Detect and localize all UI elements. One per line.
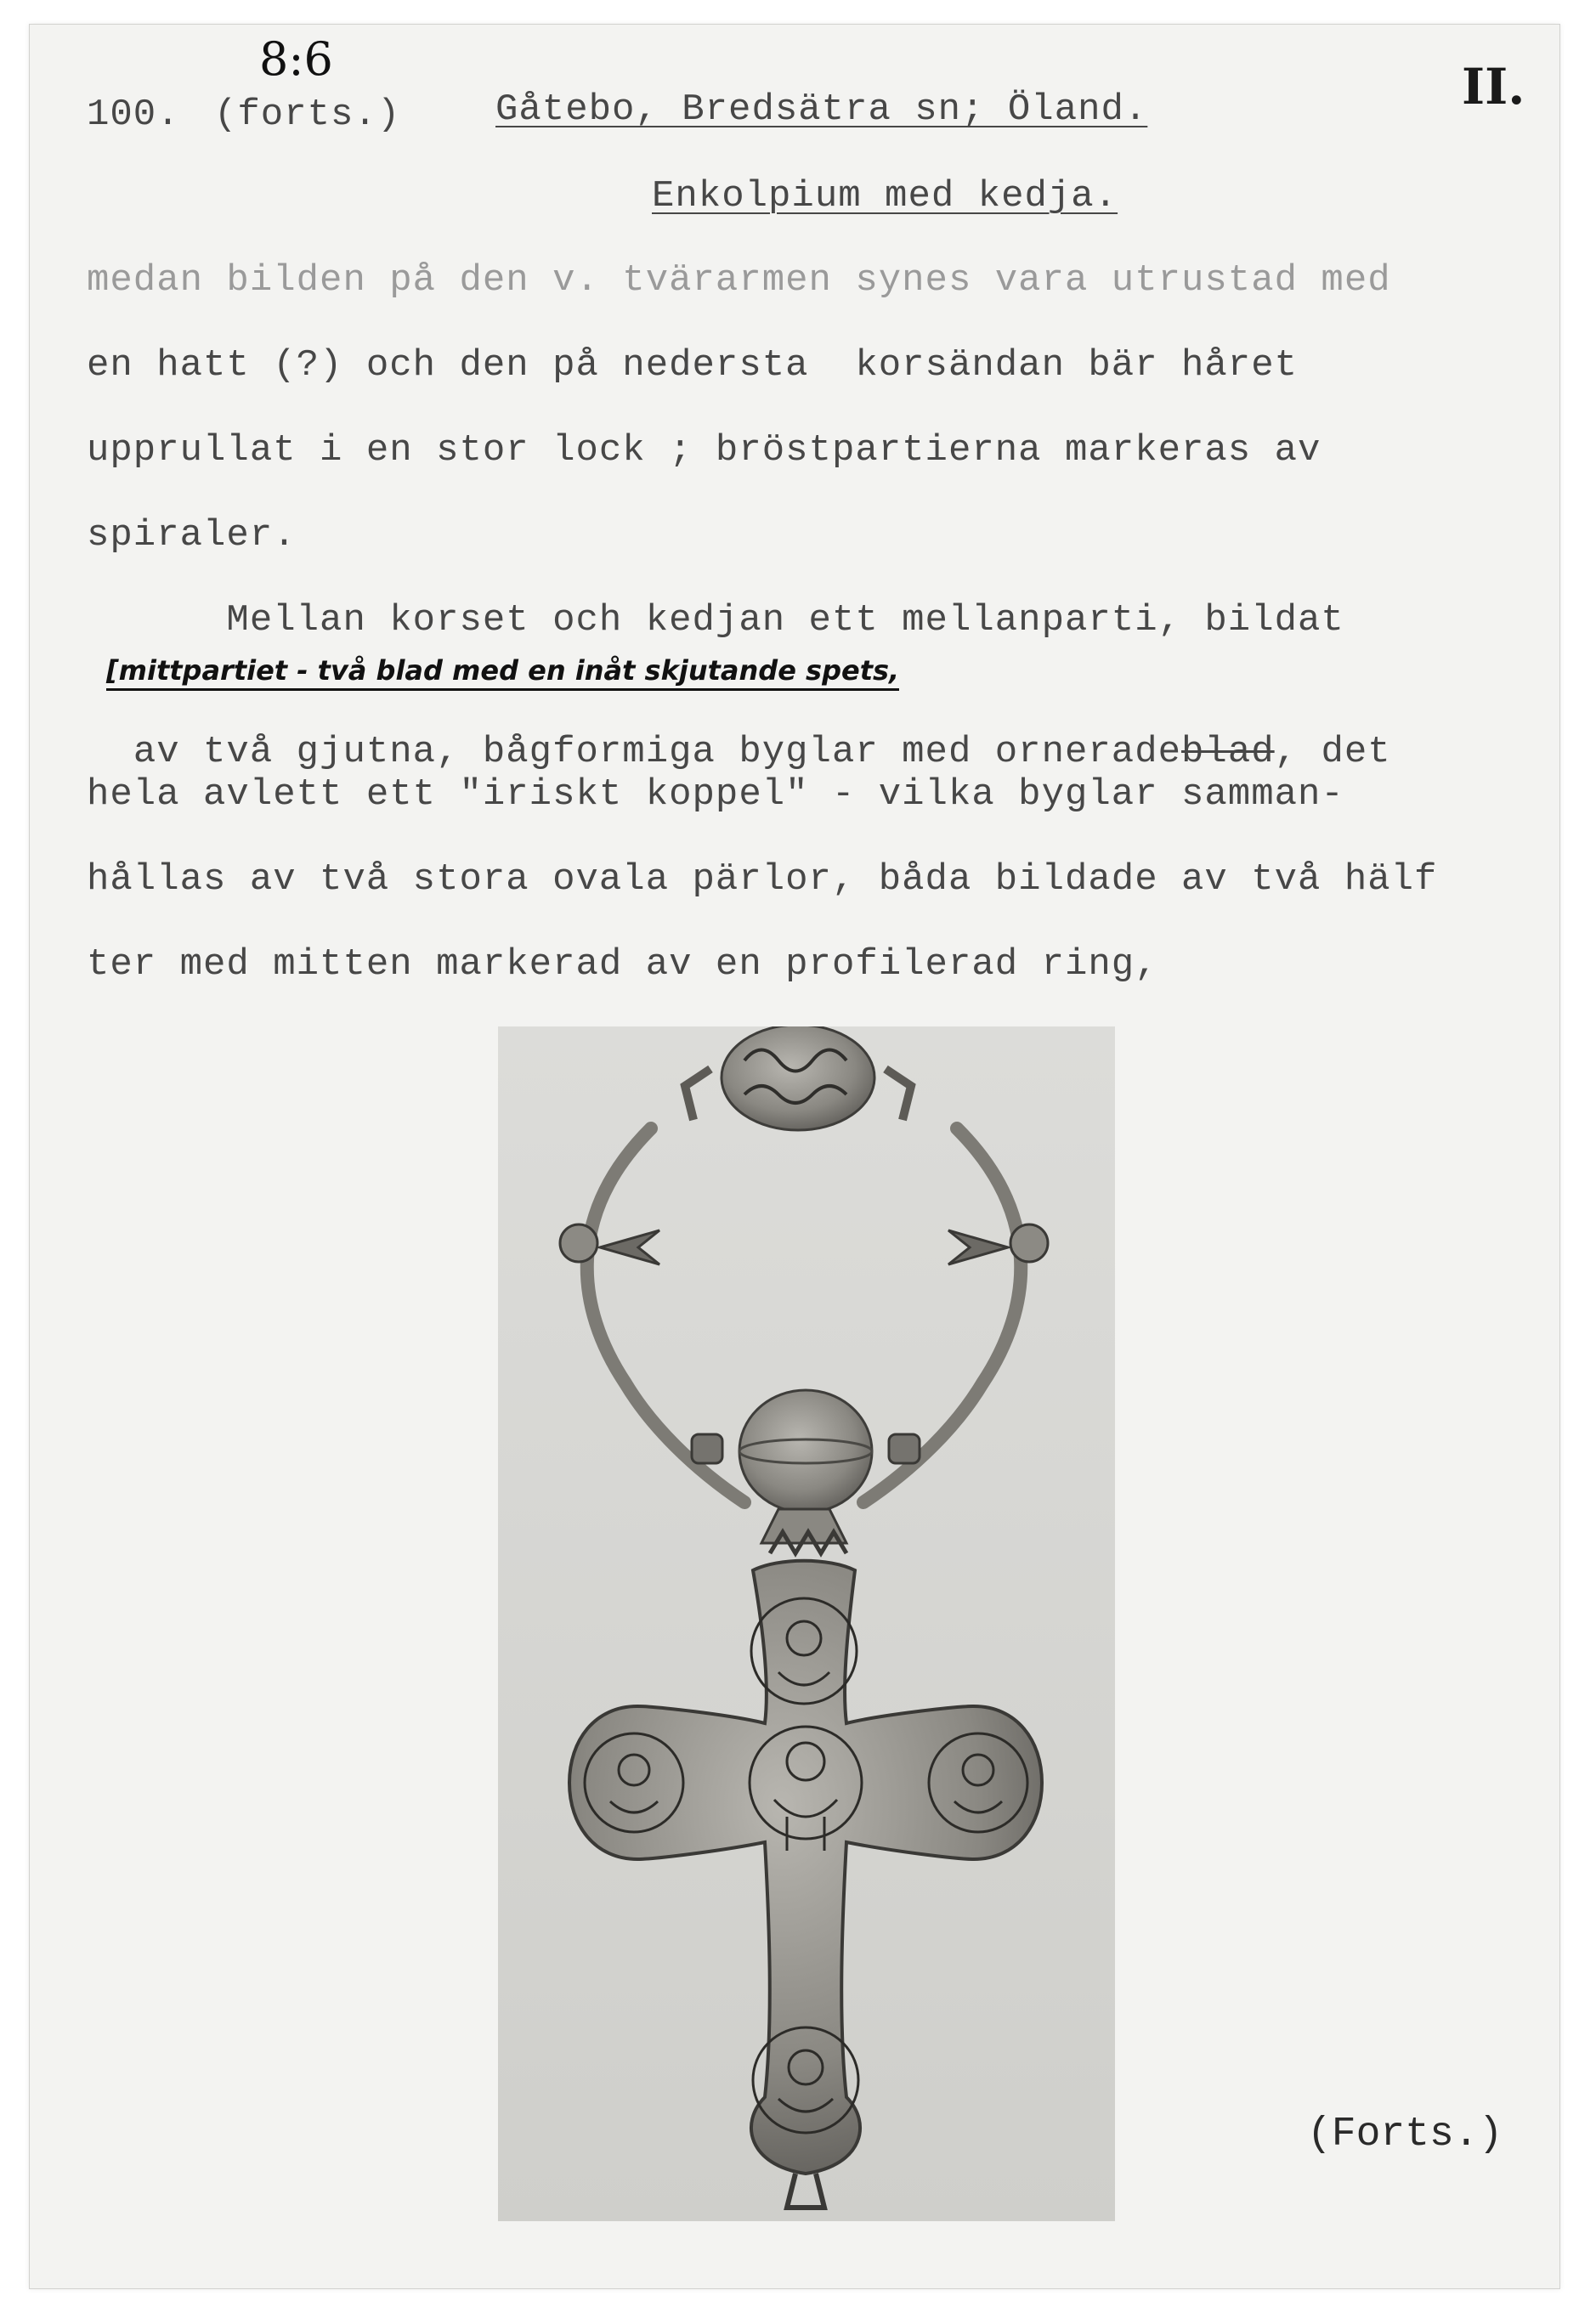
body-line-5: Mellan korset och kedjan ett mellanparti, bildat bbox=[87, 599, 1344, 642]
body-line-9: ter med mitten markerad av en profilerad ring, bbox=[87, 943, 1158, 986]
body-line-2: en hatt (?) och den på nedersta korsändan bär håret bbox=[87, 344, 1299, 387]
continued-label: (forts.) bbox=[214, 93, 401, 136]
handwritten-code: 8:6 bbox=[259, 32, 333, 86]
body-line-6 bbox=[87, 688, 1391, 773]
cross-pendant-photo bbox=[498, 1026, 1115, 2221]
entry-number: 100. bbox=[87, 93, 180, 136]
continued-footer: (Forts.) bbox=[1307, 2112, 1503, 2157]
body-line-4: spiraler. bbox=[87, 514, 297, 557]
body-line-1: medan bilden på den v. tvärarmen synes vara utrustad med bbox=[87, 259, 1391, 302]
handwritten-insertion: [mittpartiet - två blad med en inåt skjutande spets, bbox=[106, 654, 899, 691]
struck-word: blad bbox=[1181, 731, 1275, 773]
object-title: Enkolpium med kedja. bbox=[652, 175, 1118, 218]
body-line-3: upprullat i en stor lock ; bröstpartierna markeras av bbox=[87, 429, 1322, 472]
body-line-7: hela avlett ett "iriskt koppel" - vilka byglar samman- bbox=[87, 773, 1344, 816]
body-line-6-end: , det bbox=[1274, 731, 1391, 773]
sheet-number: II. bbox=[1462, 58, 1525, 116]
place-heading: Gåtebo, Bredsätra sn; Öland. bbox=[495, 88, 1148, 131]
cross-pendant-image bbox=[498, 1026, 1115, 2221]
body-line-6-text: av två gjutna, bågformiga byglar med ornerade bbox=[133, 731, 1182, 773]
body-line-8: hållas av två stora ovala pärlor, båda bildade av två hälf bbox=[87, 858, 1438, 901]
